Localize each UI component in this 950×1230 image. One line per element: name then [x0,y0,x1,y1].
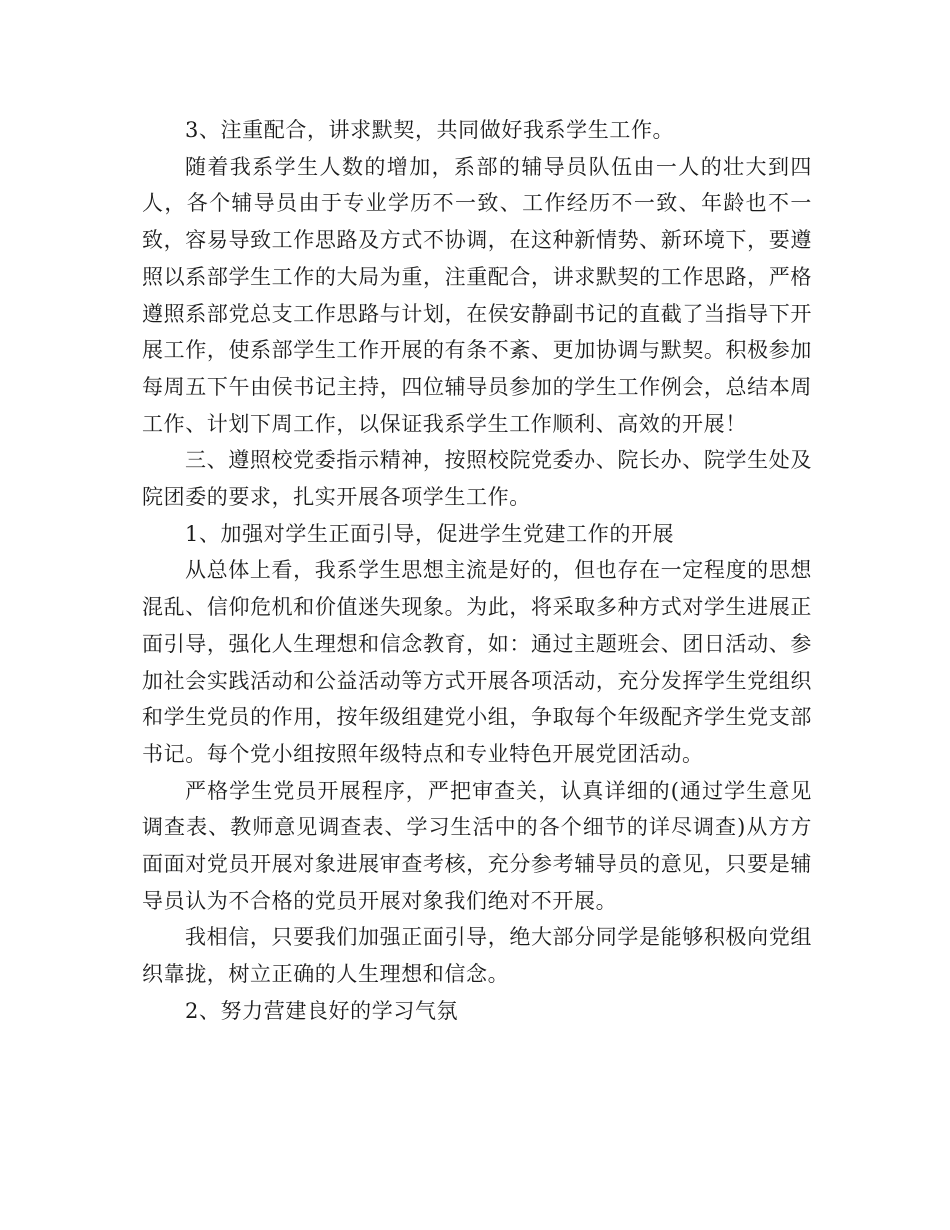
paragraph-teamwork: 随着我系学生人数的增加，系部的辅导员队伍由一人的壮大到四人，各个辅导员由于专业学历不一致、工作经历不一致、年龄也不一致，容易导致工作思路及方式不协调，在这种新情势、新环境下，要遵照以系部学生工作的大局为重，注重配合，讲求默契的工作思路，严格遵照系部党总支工作思路与计划，在侯安静副书记的直截了当指导下开展工作，使系部学生工作开展的有条不紊、更加协调与默契。积极参加每周五下午由侯书记主持，四位辅导员参加的学生工作例会，总结本周工作、计划下周工作，以保证我系学生工作顺利、高效的开展！ [142,154,812,436]
paragraph-party-members: 严格学生党员开展程序，严把审查关，认真详细的(通过学生意见调查表、教师意见调查表、学习生活中的各个细节的详尽调查)从方方面面对党员开展对象进展审查考核，充分参考辅导员的意见，只要是辅导员认为不合格的党员开展对象我们绝对不开展。 [142,778,812,913]
section-heading-3: 3、注重配合，讲求默契，共同做好我系学生工作。 [185,118,675,142]
document-body [142,112,812,1030]
section-heading-three: 三、遵照校党委指示精神，按照校院党委办、院长办、院学生处及院团委的要求，扎实开展各项学生工作。 [142,448,812,510]
subsection-heading-1: 1、加强对学生正面引导，促进学生党建工作的开展 [185,521,675,546]
subsection-heading-2: 2、努力营建良好的学习气氛 [185,998,459,1023]
paragraph-belief: 我相信，只要我们加强正面引导，绝大部分同学是能够积极向党组织靠拢，树立正确的人生理想和信念。 [142,925,812,987]
paragraph-guidance: 从总体上看，我系学生思想主流是好的，但也存在一定程度的思想混乱、信仰危机和价值迷失现象。为此，将采取多种方式对学生进展正面引导，强化人生理想和信念教育，如：通过主题班会、团日活动、参加社会实践活动和公益活动等方式开展各项活动，充分发挥学生党组织和学生党员的作用，按年级组建党小组，争取每个年级配齐学生党支部书记。每个党小组按照年级特点和专业特色开展党团活动。 [142,558,812,766]
